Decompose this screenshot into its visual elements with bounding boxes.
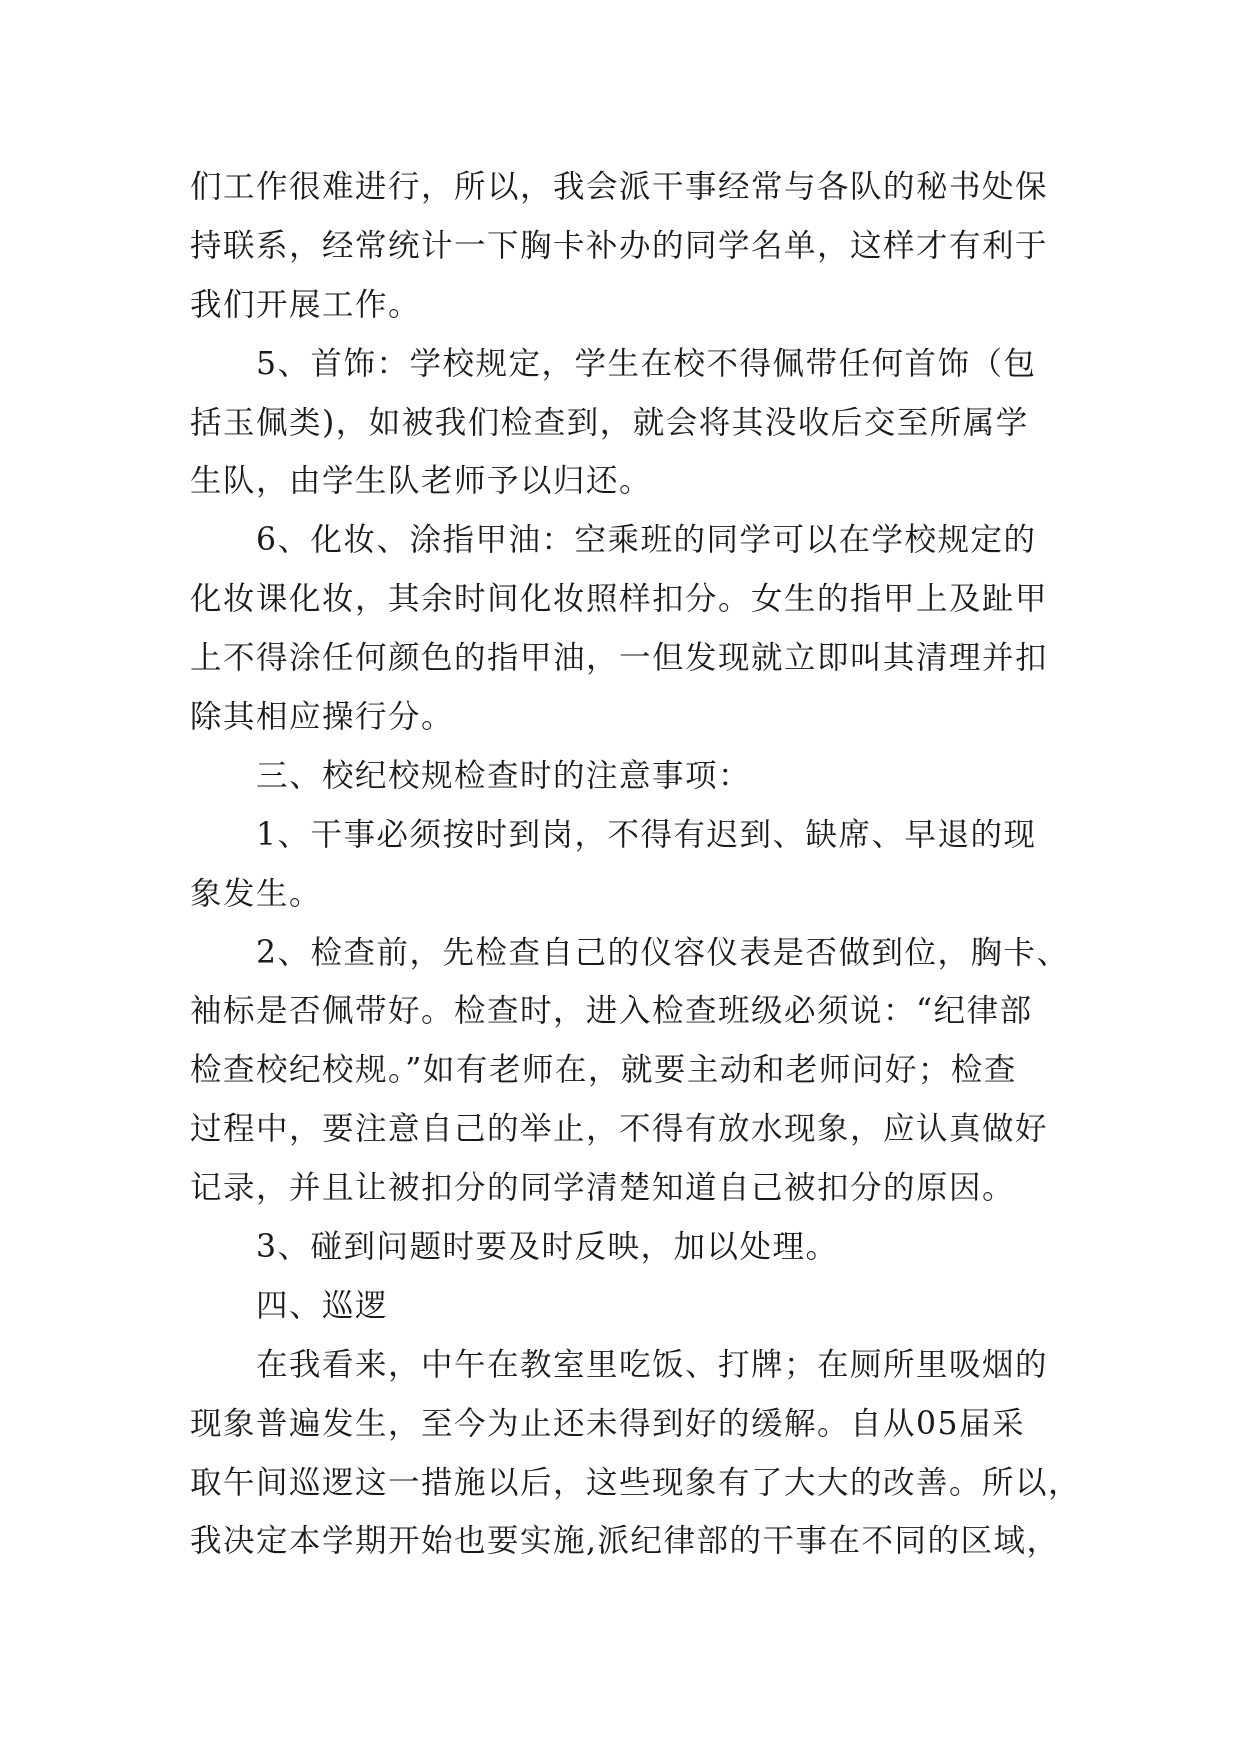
text-line: 5、首饰：学校规定，学生在校不得佩带任何首饰（包 [190, 345, 1037, 382]
text-line: 们工作很难进行，所以，我会派干事经常与各队的秘书处保 [190, 169, 1049, 205]
section-heading: 四、巡逻 [190, 1287, 389, 1324]
document-body [190, 158, 1082, 1571]
text-line: 象发生。 [190, 875, 323, 912]
text-line: 化妆课化妆，其余时间化妆照样扣分。女生的指甲上及趾甲 [190, 581, 1049, 618]
text-line: 检查校纪校规。”如有老师在，就要主动和老师问好；检查 [190, 1052, 1017, 1089]
text-line: 6、化妆、涂指甲油：空乘班的同学可以在学校规定的 [190, 522, 1037, 559]
text-line: 我们开展工作。 [190, 286, 422, 323]
text-line: 记录，并且让被扣分的同学清楚知道自己被扣分的原因。 [190, 1170, 1016, 1207]
text-line: 生队，由学生队老师予以归还。 [190, 463, 653, 500]
text-line: 现象普遍发生，至今为止还未得到好的缓解。自从05届采 [190, 1405, 1026, 1442]
text-line: 括玉佩类)，如被我们检查到，就会将其没收后交至所属学 [190, 404, 1029, 441]
text-line: 过程中，要注意自己的举止，不得有放水现象，应认真做好 [190, 1111, 1049, 1148]
text-line: 除其相应操行分。 [190, 699, 455, 736]
text-line: 袖标是否佩带好。检查时，进入检查班级必须说：“纪律部 [190, 993, 1033, 1030]
text-line: 我决定本学期开始也要实施,派纪律部的干事在不同的区域， [190, 1523, 1060, 1560]
text-line: 1、干事必须按时到岗，不得有迟到、缺席、早退的现 [190, 816, 1037, 853]
text-line: 在我看来，中午在教室里吃饭、打牌；在厕所里吸烟的 [190, 1346, 1049, 1383]
text-line: 上不得涂任何颜色的指甲油，一但发现就立即叫其清理并扣 [190, 640, 1049, 677]
text-line: 2、检查前，先检查自己的仪容仪表是否做到位，胸卡、 [190, 934, 1070, 971]
text-line: 取午间巡逻这一措施以后，这些现象有了大大的改善。所以， [190, 1464, 1082, 1501]
section-heading: 三、校纪校规检查时的注意事项： [190, 757, 752, 794]
text-line: 持联系，经常统计一下胸卡补办的同学名单，这样才有利于 [190, 227, 1049, 264]
text-line: 3、碰到问题时要及时反映，加以处理。 [190, 1229, 839, 1266]
